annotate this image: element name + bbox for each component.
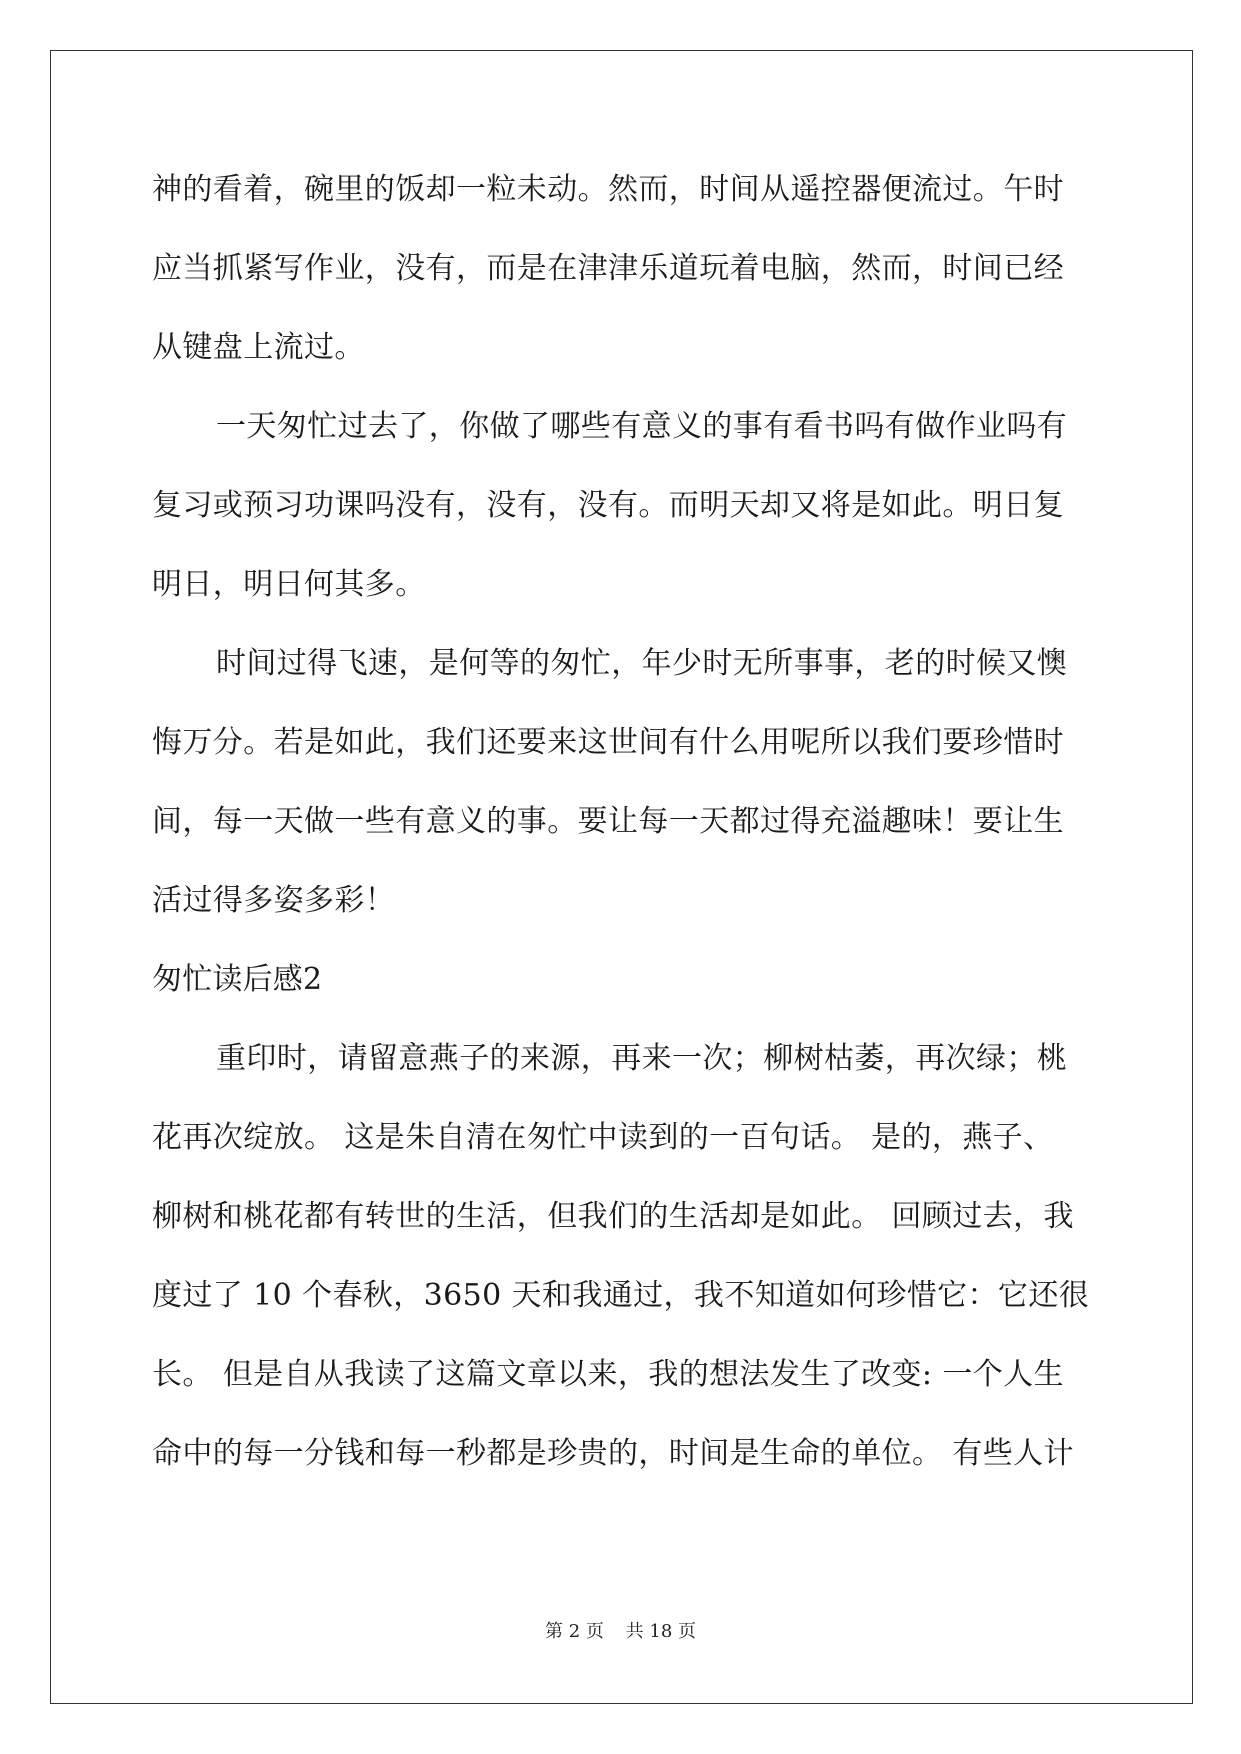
- text-line: 花再次绽放。 这是朱自清在匆忙中读到的一百句话。 是的，燕子、: [152, 1120, 1054, 1155]
- text-line: 从键盘上流过。: [152, 330, 365, 365]
- text-line: 神的看着，碗里的饭却一粒未动。然而，时间从遥控器便流过。午时: [152, 172, 1064, 207]
- page-footer: [0, 1620, 1241, 1644]
- text-line: 度过了 10 个春秋，3650 天和我通过，我不知道如何珍惜它：它还很: [152, 1278, 1090, 1313]
- section-heading: 匆忙读后感2: [152, 962, 323, 997]
- text-line: 间，每一天做一些有意义的事。要让每一天都过得充溢趣味！要让生: [152, 804, 1064, 839]
- paragraph-start-line: 一天匆忙过去了，你做了哪些有意义的事有看书吗有做作业吗有: [216, 409, 1068, 444]
- text-line: 应当抓紧写作业，没有，而是在津津乐道玩着电脑，然而，时间已经: [152, 251, 1064, 286]
- text-line: 命中的每一分钱和每一秒都是珍贵的，时间是生命的单位。 有些人计: [152, 1436, 1074, 1471]
- text-line: 悔万分。若是如此，我们还要来这世间有什么用呢所以我们要珍惜时: [152, 725, 1064, 760]
- document-body: [152, 160, 1092, 1503]
- text-line: 柳树和桃花都有转世的生活，但我们的生活却是如此。 回顾过去，我: [152, 1199, 1074, 1234]
- page-number: 第 2 页: [545, 1621, 604, 1642]
- text-line: 活过得多姿多彩！: [152, 883, 396, 918]
- text-line: 长。 但是自从我读了这篇文章以来，我的想法发生了改变: 一个人生: [152, 1357, 1064, 1392]
- text-line: 复习或预习功课吗没有，没有，没有。而明天却又将是如此。明日复: [152, 488, 1064, 523]
- paragraph-start-line: 时间过得飞速，是何等的匆忙，年少时无所事事，老的时候又懊: [216, 646, 1068, 681]
- text-line: 明日，明日何其多。: [152, 567, 426, 602]
- total-pages: 共 18 页: [625, 1621, 696, 1642]
- paragraph-start-line: 重印时，请留意燕子的来源，再来一次；柳树枯萎，再次绿；桃: [216, 1041, 1068, 1076]
